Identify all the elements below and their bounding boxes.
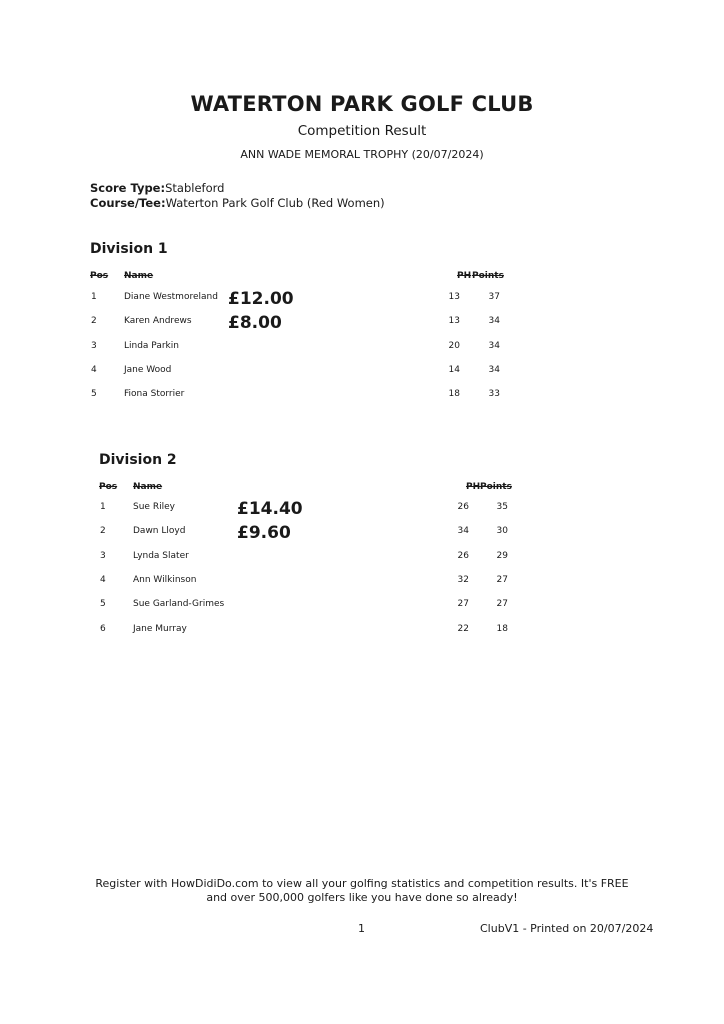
player-name: Diane Westmoreland <box>124 292 218 302</box>
playing-handicap: 14 <box>448 365 460 375</box>
stableford-points: 30 <box>496 526 508 536</box>
column-header-ph: PH <box>466 482 481 492</box>
column-header-name: Name <box>133 482 163 492</box>
footer-line-2: and over 500,000 golfers like you have done so already! <box>206 891 518 904</box>
result-position: 4 <box>91 365 97 375</box>
playing-handicap: 27 <box>457 599 469 609</box>
player-name: Sue Garland-Grimes <box>133 599 225 609</box>
stableford-points: 18 <box>496 624 508 634</box>
column-header-name: Name <box>124 271 154 281</box>
playing-handicap: 18 <box>448 389 460 399</box>
result-position: 4 <box>100 575 106 585</box>
course-tee-value: Waterton Park Golf Club (Red Women) <box>165 196 385 210</box>
course-tee-label: Course/Tee: <box>90 196 166 210</box>
stableford-points: 33 <box>488 389 500 399</box>
column-header-ph: PH <box>457 271 472 281</box>
prize-amount: £12.00 <box>228 289 294 309</box>
prize-amount: £14.40 <box>237 499 303 519</box>
playing-handicap: 13 <box>448 292 460 302</box>
playing-handicap: 22 <box>457 624 469 634</box>
playing-handicap: 26 <box>457 551 469 561</box>
printed-info: ClubV1 - Printed on 20/07/2024 <box>480 922 654 935</box>
player-name: Jane Wood <box>124 365 172 375</box>
result-position: 1 <box>91 292 97 302</box>
stableford-points: 37 <box>488 292 500 302</box>
player-name: Lynda Slater <box>133 551 189 561</box>
division-title: Division 2 <box>99 452 177 468</box>
score-type <box>90 181 224 195</box>
stableford-points: 34 <box>488 316 500 326</box>
stableford-points: 29 <box>496 551 508 561</box>
stableford-points: 34 <box>488 341 500 351</box>
result-position: 3 <box>100 551 106 561</box>
column-header-points: Points <box>480 482 512 492</box>
playing-handicap: 26 <box>457 502 469 512</box>
player-name: Ann Wilkinson <box>133 575 197 585</box>
page-number: 1 <box>358 922 365 935</box>
result-position: 2 <box>100 526 106 536</box>
player-name: Fiona Storrier <box>124 389 185 399</box>
stableford-points: 34 <box>488 365 500 375</box>
result-position: 5 <box>100 599 106 609</box>
playing-handicap: 32 <box>457 575 469 585</box>
player-name: Jane Murray <box>133 624 187 634</box>
player-name: Karen Andrews <box>124 316 192 326</box>
score-type-value: Stableford <box>165 181 225 195</box>
course-tee <box>90 196 385 210</box>
club-title: WATERTON PARK GOLF CLUB <box>190 92 534 116</box>
result-position: 3 <box>91 341 97 351</box>
player-name: Dawn Lloyd <box>133 526 186 536</box>
result-position: 6 <box>100 624 106 634</box>
stableford-points: 35 <box>496 502 508 512</box>
column-header-pos: Pos <box>90 271 109 281</box>
player-name: Sue Riley <box>133 502 175 512</box>
playing-handicap: 20 <box>448 341 460 351</box>
column-header-pos: Pos <box>99 482 118 492</box>
competition-result-subtitle: Competition Result <box>297 123 427 139</box>
score-type-label: Score Type: <box>90 181 166 195</box>
prize-amount: £9.60 <box>237 523 291 543</box>
division-title: Division 1 <box>90 241 168 257</box>
stableford-points: 27 <box>496 575 508 585</box>
prize-amount: £8.00 <box>228 313 282 333</box>
playing-handicap: 13 <box>448 316 460 326</box>
player-name: Linda Parkin <box>124 341 179 351</box>
competition-name: ANN WADE MEMORAL TROPHY (20/07/2024) <box>240 148 484 161</box>
footer-message <box>0 877 724 905</box>
footer-line-1: Register with HowDidiDo.com to view all your golfing statistics and competition results. It's FREE <box>95 877 629 890</box>
result-position: 5 <box>91 389 97 399</box>
stableford-points: 27 <box>496 599 508 609</box>
playing-handicap: 34 <box>457 526 469 536</box>
column-header-points: Points <box>472 271 504 281</box>
result-position: 1 <box>100 502 106 512</box>
result-position: 2 <box>91 316 97 326</box>
